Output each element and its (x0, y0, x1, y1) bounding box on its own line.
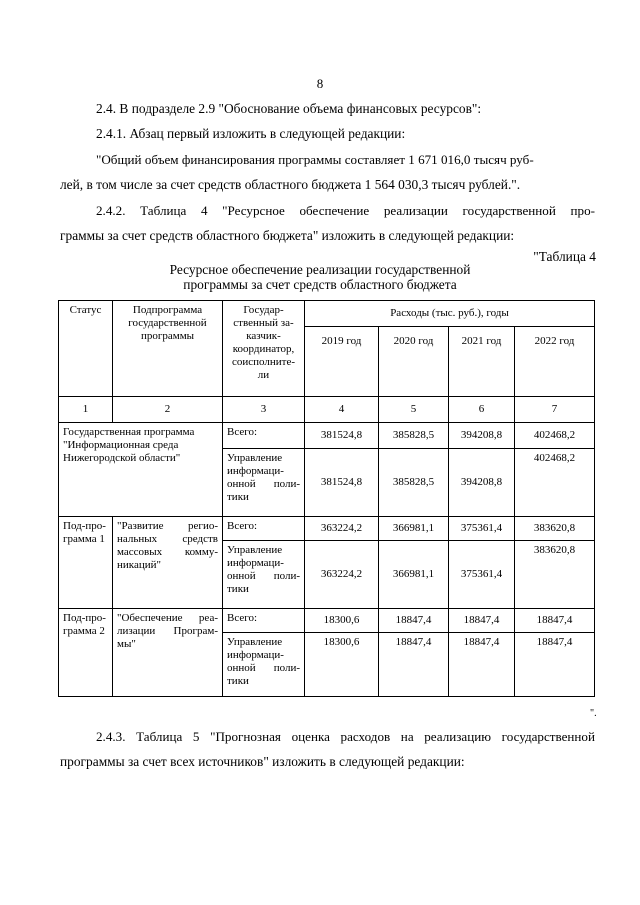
table-row (59, 423, 595, 449)
sp1-exec-2019: 363224,2 (305, 541, 379, 609)
sp2-exec-2020: 18847,4 (379, 633, 449, 697)
gp-total-2021: 394208,8 (449, 423, 515, 449)
paragraph-2-4: 2.4. В подразделе 2.9 "Обоснование объема финансовых ресурсов": (96, 101, 482, 116)
sp2-executor: Управление информаци-онной поли-тики (223, 633, 305, 697)
gp-exec-2020: 385828,5 (379, 449, 449, 517)
paragraph-2-4-2-line1: 2.4.2. Таблица 4 "Ресурсное обеспечение реализации государственной про- (96, 203, 595, 218)
table-title-line1: Ресурсное обеспечение реализации государственной (169, 262, 471, 277)
header-year-2022: 2022 год (515, 327, 595, 397)
gp-total-2020: 385828,5 (379, 423, 449, 449)
sp1-total-2021: 375361,4 (449, 517, 515, 541)
sp1-total-2020: 366981,1 (379, 517, 449, 541)
index-cell: 3 (223, 397, 305, 423)
gp-total-2019: 381524,8 (305, 423, 379, 449)
header-expenses: Расходы (тыс. руб.), годы (305, 301, 595, 327)
index-row (59, 397, 595, 423)
resource-table (58, 300, 595, 697)
sp1-total-label: Всего: (223, 517, 305, 541)
sp1-total-2022: 383620,8 (515, 517, 595, 541)
header-year-2021: 2021 год (449, 327, 515, 397)
sp2-exec-2019: 18300,6 (305, 633, 379, 697)
table-row (59, 517, 595, 541)
header-customer: Государ-ственный за-казчик-координатор, соисполните-ли (223, 301, 305, 397)
gp-name: Государственная программа "Информационная среда Нижегородской области" (59, 423, 223, 517)
gp-executor: Управление информаци-онной поли-тики (223, 449, 305, 517)
paragraph-2-4-1: 2.4.1. Абзац первый изложить в следующей редакции: (96, 126, 406, 141)
index-cell: 6 (449, 397, 515, 423)
sp2-total-2019: 18300,6 (305, 609, 379, 633)
sp1-exec-2020: 366981,1 (379, 541, 449, 609)
gp-exec-2021: 394208,8 (449, 449, 515, 517)
sp1-exec-2021: 375361,4 (449, 541, 515, 609)
sp2-total-label: Всего: (223, 609, 305, 633)
header-subprogram: Подпрограмма государственной программы (113, 301, 223, 397)
header-year-2020: 2020 год (379, 327, 449, 397)
paragraph-2-4-2-line2: граммы за счет средств областного бюджета" изложить в следующей редакции: (60, 228, 515, 243)
table-caption: "Таблица 4 (533, 249, 596, 264)
page-number: 8 (316, 76, 324, 91)
table-title (100, 262, 540, 292)
sp1-name: "Развитие регио-нальных средств массовых комму-никаций" (113, 517, 223, 609)
paragraph-2-4-3-line1: 2.4.3. Таблица 5 "Прогнозная оценка расходов на реализацию государственной (96, 729, 595, 744)
index-cell: 5 (379, 397, 449, 423)
paragraph-quote-line1: "Общий объем финансирования программы составляет 1 671 016,0 тысяч руб- (96, 152, 534, 167)
sp1-exec-2022: 383620,8 (515, 541, 595, 609)
table-title-line2: программы за счет средств областного бюджета (183, 277, 457, 292)
index-cell: 4 (305, 397, 379, 423)
index-cell: 7 (515, 397, 595, 423)
gp-total-2022: 402468,2 (515, 423, 595, 449)
sp2-status: Под-про-грамма 2 (59, 609, 113, 697)
header-status: Статус (59, 301, 113, 397)
index-cell: 1 (59, 397, 113, 423)
index-cell: 2 (113, 397, 223, 423)
table-row (59, 609, 595, 633)
sp2-name: "Обеспечение реа-лизации Програм-мы" (113, 609, 223, 697)
header-year-2019: 2019 год (305, 327, 379, 397)
gp-exec-2022: 402468,2 (515, 449, 595, 517)
sp2-exec-2022: 18847,4 (515, 633, 595, 697)
sp1-total-2019: 363224,2 (305, 517, 379, 541)
sp1-status: Под-про-грамма 1 (59, 517, 113, 609)
paragraph-quote-line2: лей, в том числе за счет средств областного бюджета 1 564 030,3 тысяч рублей.". (60, 177, 521, 192)
table-closing-mark: ". (590, 708, 597, 719)
gp-total-label: Всего: (223, 423, 305, 449)
sp2-total-2020: 18847,4 (379, 609, 449, 633)
gp-exec-2019: 381524,8 (305, 449, 379, 517)
sp2-exec-2021: 18847,4 (449, 633, 515, 697)
paragraph-2-4-3-line2: программы за счет всех источников" изложить в следующей редакции: (60, 754, 465, 769)
sp2-total-2022: 18847,4 (515, 609, 595, 633)
sp1-executor: Управление информаци-онной поли-тики (223, 541, 305, 609)
sp2-total-2021: 18847,4 (449, 609, 515, 633)
